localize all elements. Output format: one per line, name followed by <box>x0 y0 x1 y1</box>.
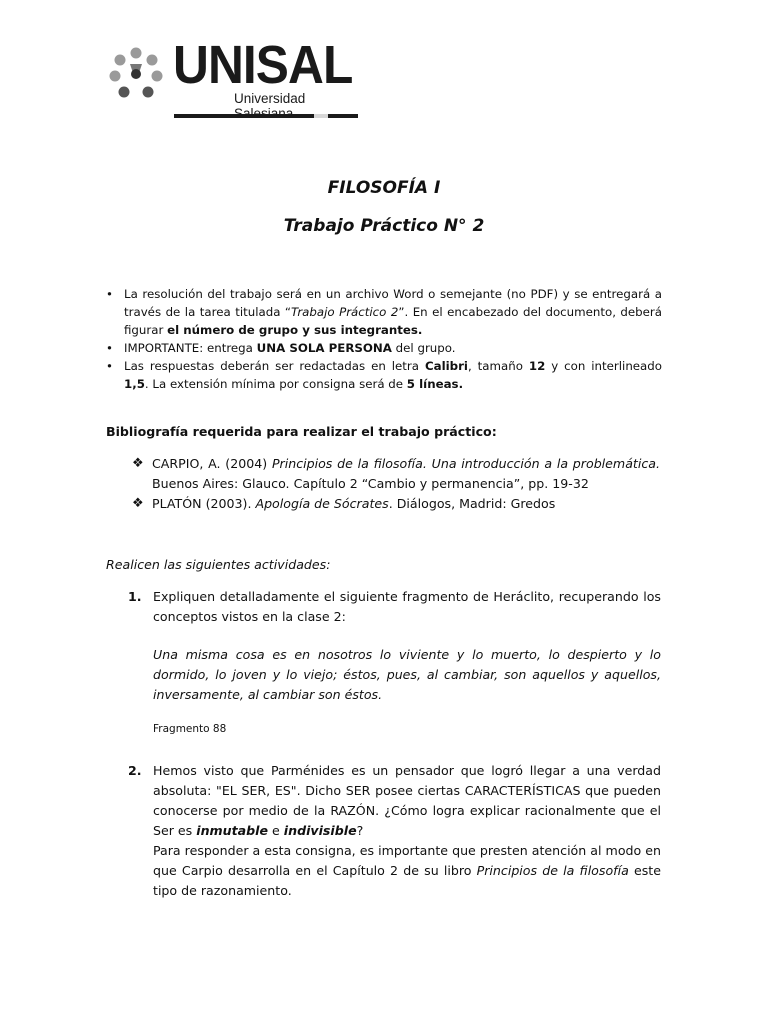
activity-item <box>128 761 661 901</box>
activity-text: Expliquen detalladamente el siguiente fragmento de Heráclito, recuperando los conceptos vistos en la clase 2: <box>153 589 661 624</box>
bibliography-heading: Bibliografía requerida para realizar el trabajo práctico: <box>106 424 497 439</box>
instructions-list <box>106 285 662 393</box>
activity-guidance: Para responder a esta consigna, es importante que presten atención al modo en que Carpio desarrolla en el Capítulo 2 de su libro Principios de la filosofía este tipo de razonamiento. <box>153 843 661 898</box>
heraclitus-quote: Una misma cosa es en nosotros lo viviente y lo muerto, lo despierto y lo dormido, lo joven y lo viejo; éstos, pues, al cambiar, son aquellos y aquellos, inversamente, al cambiar son éstos. <box>153 647 661 702</box>
unisal-logo <box>108 35 368 124</box>
activities-lead: Realicen las siguientes actividades: <box>106 557 331 572</box>
document-title: FILOSOFÍA I <box>327 178 441 198</box>
instruction-item: • La resolución del trabajo será en un archivo Word o semejante (no PDF) y se entregará a través de la tarea titulada “Trabajo Práctico 2”. En el encabezado del documento, deberá figurar el número de grupo y sus integrantes. <box>106 285 662 339</box>
instruction-item: • Las respuestas deberán ser redactadas en letra Calibri, tamaño 12 y con interlineado 1,5. La extensión mínima por consigna será de 5 líneas. <box>106 357 662 393</box>
logo-underline <box>174 114 358 118</box>
logo-underline-accent <box>314 114 328 118</box>
activity-number: 2. <box>128 763 142 778</box>
instruction-item: • IMPORTANTE: entrega UNA SOLA PERSONA del grupo. <box>106 339 662 357</box>
diamond-bullet-icon: ❖ <box>132 456 144 471</box>
bibliography-list <box>132 454 660 514</box>
diamond-bullet-icon: ❖ <box>132 496 144 511</box>
fragment-reference: Fragmento 88 <box>153 723 227 735</box>
bibliography-item: ❖ CARPIO, A. (2004) Principios de la filosofía. Una introducción a la problemática. Buenos Aires: Glauco. Capítulo 2 “Cambio y permanencia”, pp. 19-32 <box>132 456 660 491</box>
activity-number: 1. <box>128 589 142 604</box>
logo-subtitle: Universidad <box>234 91 306 106</box>
logo-wordmark: UNISAL <box>173 35 353 95</box>
activities-list <box>128 587 661 901</box>
activity-text: Hemos visto que Parménides es un pensador que logró llegar a una verdad absoluta: "EL SER, ES". Dicho SER posee ciertas CARACTERÍSTICAS que pueden conocerse por medio de la RAZÓN. ¿Cómo logra explicar racionalmente que el Ser es inmutable e indivisible? <box>153 763 661 838</box>
document-subtitle: Trabajo Práctico N° 2 <box>283 216 485 236</box>
activity-item <box>128 587 661 739</box>
bibliography-item: ❖ PLATÓN (2003). Apología de Sócrates. Diálogos, Madrid: Gredos <box>132 494 660 514</box>
people-circle-icon <box>108 46 164 102</box>
